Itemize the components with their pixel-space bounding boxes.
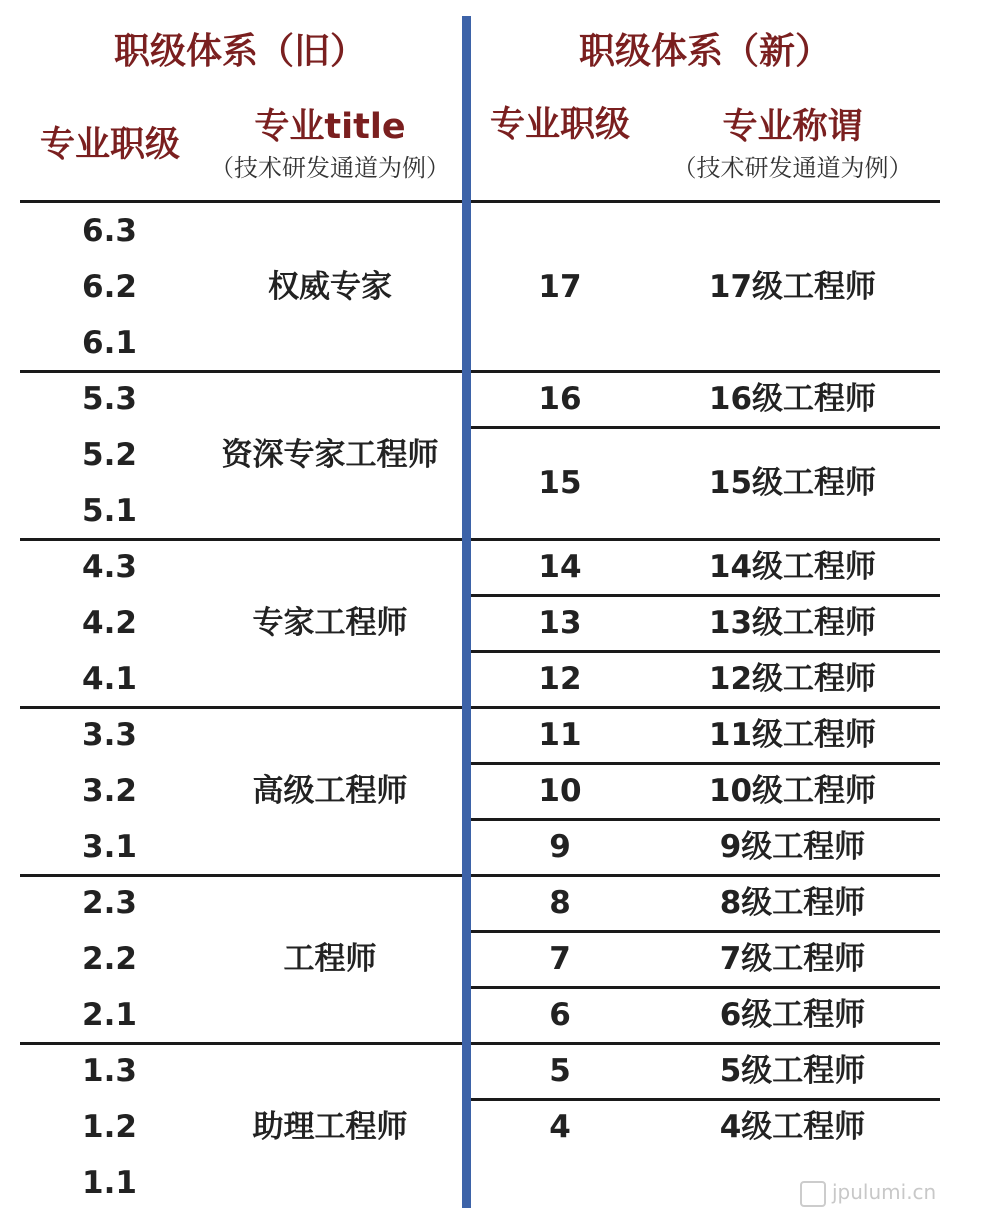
new-level-cell: 11 [538, 717, 582, 753]
new-title-cell: 8级工程师 [719, 885, 866, 921]
new-title-cell: 5级工程师 [719, 1053, 866, 1089]
old-level-cell: 3.1 [82, 829, 137, 865]
new-level-cell: 17 [538, 269, 582, 305]
column-divider [462, 16, 471, 1208]
watermark [800, 1180, 936, 1207]
new-title-note: （技术研发通道为例） [672, 154, 913, 182]
new-title-cell: 7级工程师 [719, 941, 866, 977]
old-group-rule [20, 538, 462, 541]
new-row-rule [471, 762, 940, 765]
new-title-cell: 12级工程师 [708, 661, 877, 697]
new-row-rule [471, 930, 940, 933]
old-level-cell: 3.2 [82, 773, 137, 809]
old-level-cell: 2.2 [82, 941, 137, 977]
new-title-cell: 16级工程师 [708, 381, 877, 417]
old-level-cell: 1.1 [82, 1165, 137, 1201]
new-title-cell: 4级工程师 [719, 1109, 866, 1145]
new-title-cell: 6级工程师 [719, 997, 866, 1033]
old-header-rule [20, 200, 462, 203]
old-title-cell: 专家工程师 [252, 605, 408, 641]
old-group-rule [20, 874, 462, 877]
old-title-note: （技术研发通道为例） [210, 154, 450, 182]
new-row-rule [471, 818, 940, 821]
old-group-rule [20, 370, 462, 373]
new-level-header: 专业职级 [489, 105, 630, 145]
old-level-cell: 6.1 [82, 325, 137, 361]
old-level-cell: 5.2 [82, 437, 137, 473]
new-title-cell: 13级工程师 [708, 605, 877, 641]
new-header-rule [471, 200, 940, 203]
new-level-cell: 5 [549, 1053, 571, 1089]
old-level-cell: 4.1 [82, 661, 137, 697]
old-level-cell: 1.3 [82, 1053, 137, 1089]
new-level-cell: 16 [538, 381, 582, 417]
old-level-cell: 5.1 [82, 493, 137, 529]
new-level-cell: 7 [549, 941, 571, 977]
new-level-cell: 9 [549, 829, 571, 865]
new-level-cell: 4 [549, 1109, 571, 1145]
new-row-rule [471, 650, 940, 653]
new-row-rule [471, 874, 940, 877]
new-title-header: 专业称谓 [722, 107, 863, 147]
new-title-cell: 9级工程师 [719, 829, 866, 865]
new-level-cell: 6 [549, 997, 571, 1033]
new-level-cell: 15 [538, 465, 582, 501]
new-level-cell: 14 [538, 549, 582, 585]
new-title-cell: 11级工程师 [708, 717, 877, 753]
old-title-cell: 助理工程师 [252, 1109, 408, 1145]
new-title-cell: 14级工程师 [708, 549, 877, 585]
old-level-cell: 3.3 [82, 717, 137, 753]
old-title-cell: 资深专家工程师 [221, 437, 439, 473]
old-level-cell: 1.2 [82, 1109, 137, 1145]
new-title-cell: 15级工程师 [708, 465, 877, 501]
new-row-rule [471, 986, 940, 989]
old-title-cell: 工程师 [283, 941, 377, 977]
new-row-rule [471, 426, 940, 429]
new-level-cell: 8 [549, 885, 571, 921]
old-title-cell: 高级工程师 [252, 773, 408, 809]
old-level-cell: 6.3 [82, 213, 137, 249]
old-level-cell: 4.3 [82, 549, 137, 585]
new-row-rule [471, 538, 940, 541]
old-level-cell: 2.1 [82, 997, 137, 1033]
old-level-header: 专业职级 [39, 125, 180, 165]
old-system-title: 职级体系（旧） [113, 31, 366, 72]
new-title-cell: 17级工程师 [708, 269, 877, 305]
old-level-cell: 2.3 [82, 885, 137, 921]
watermark-icon [800, 1181, 826, 1207]
old-title-header: 专业title [254, 107, 406, 147]
watermark-text: jpulumi.cn [832, 1180, 937, 1204]
new-row-rule [471, 370, 940, 373]
old-level-cell: 6.2 [82, 269, 137, 305]
old-group-rule [20, 706, 462, 709]
new-row-rule [471, 1042, 940, 1045]
old-level-cell: 5.3 [82, 381, 137, 417]
new-row-rule [471, 706, 940, 709]
new-level-cell: 10 [538, 773, 582, 809]
new-row-rule [471, 594, 940, 597]
old-group-rule [20, 1042, 462, 1045]
new-level-cell: 13 [538, 605, 582, 641]
new-system-title: 职级体系（新） [578, 31, 831, 72]
old-title-cell: 权威专家 [268, 269, 392, 305]
new-row-rule [471, 1098, 940, 1101]
new-title-cell: 10级工程师 [708, 773, 877, 809]
old-level-cell: 4.2 [82, 605, 137, 641]
new-level-cell: 12 [538, 661, 582, 697]
